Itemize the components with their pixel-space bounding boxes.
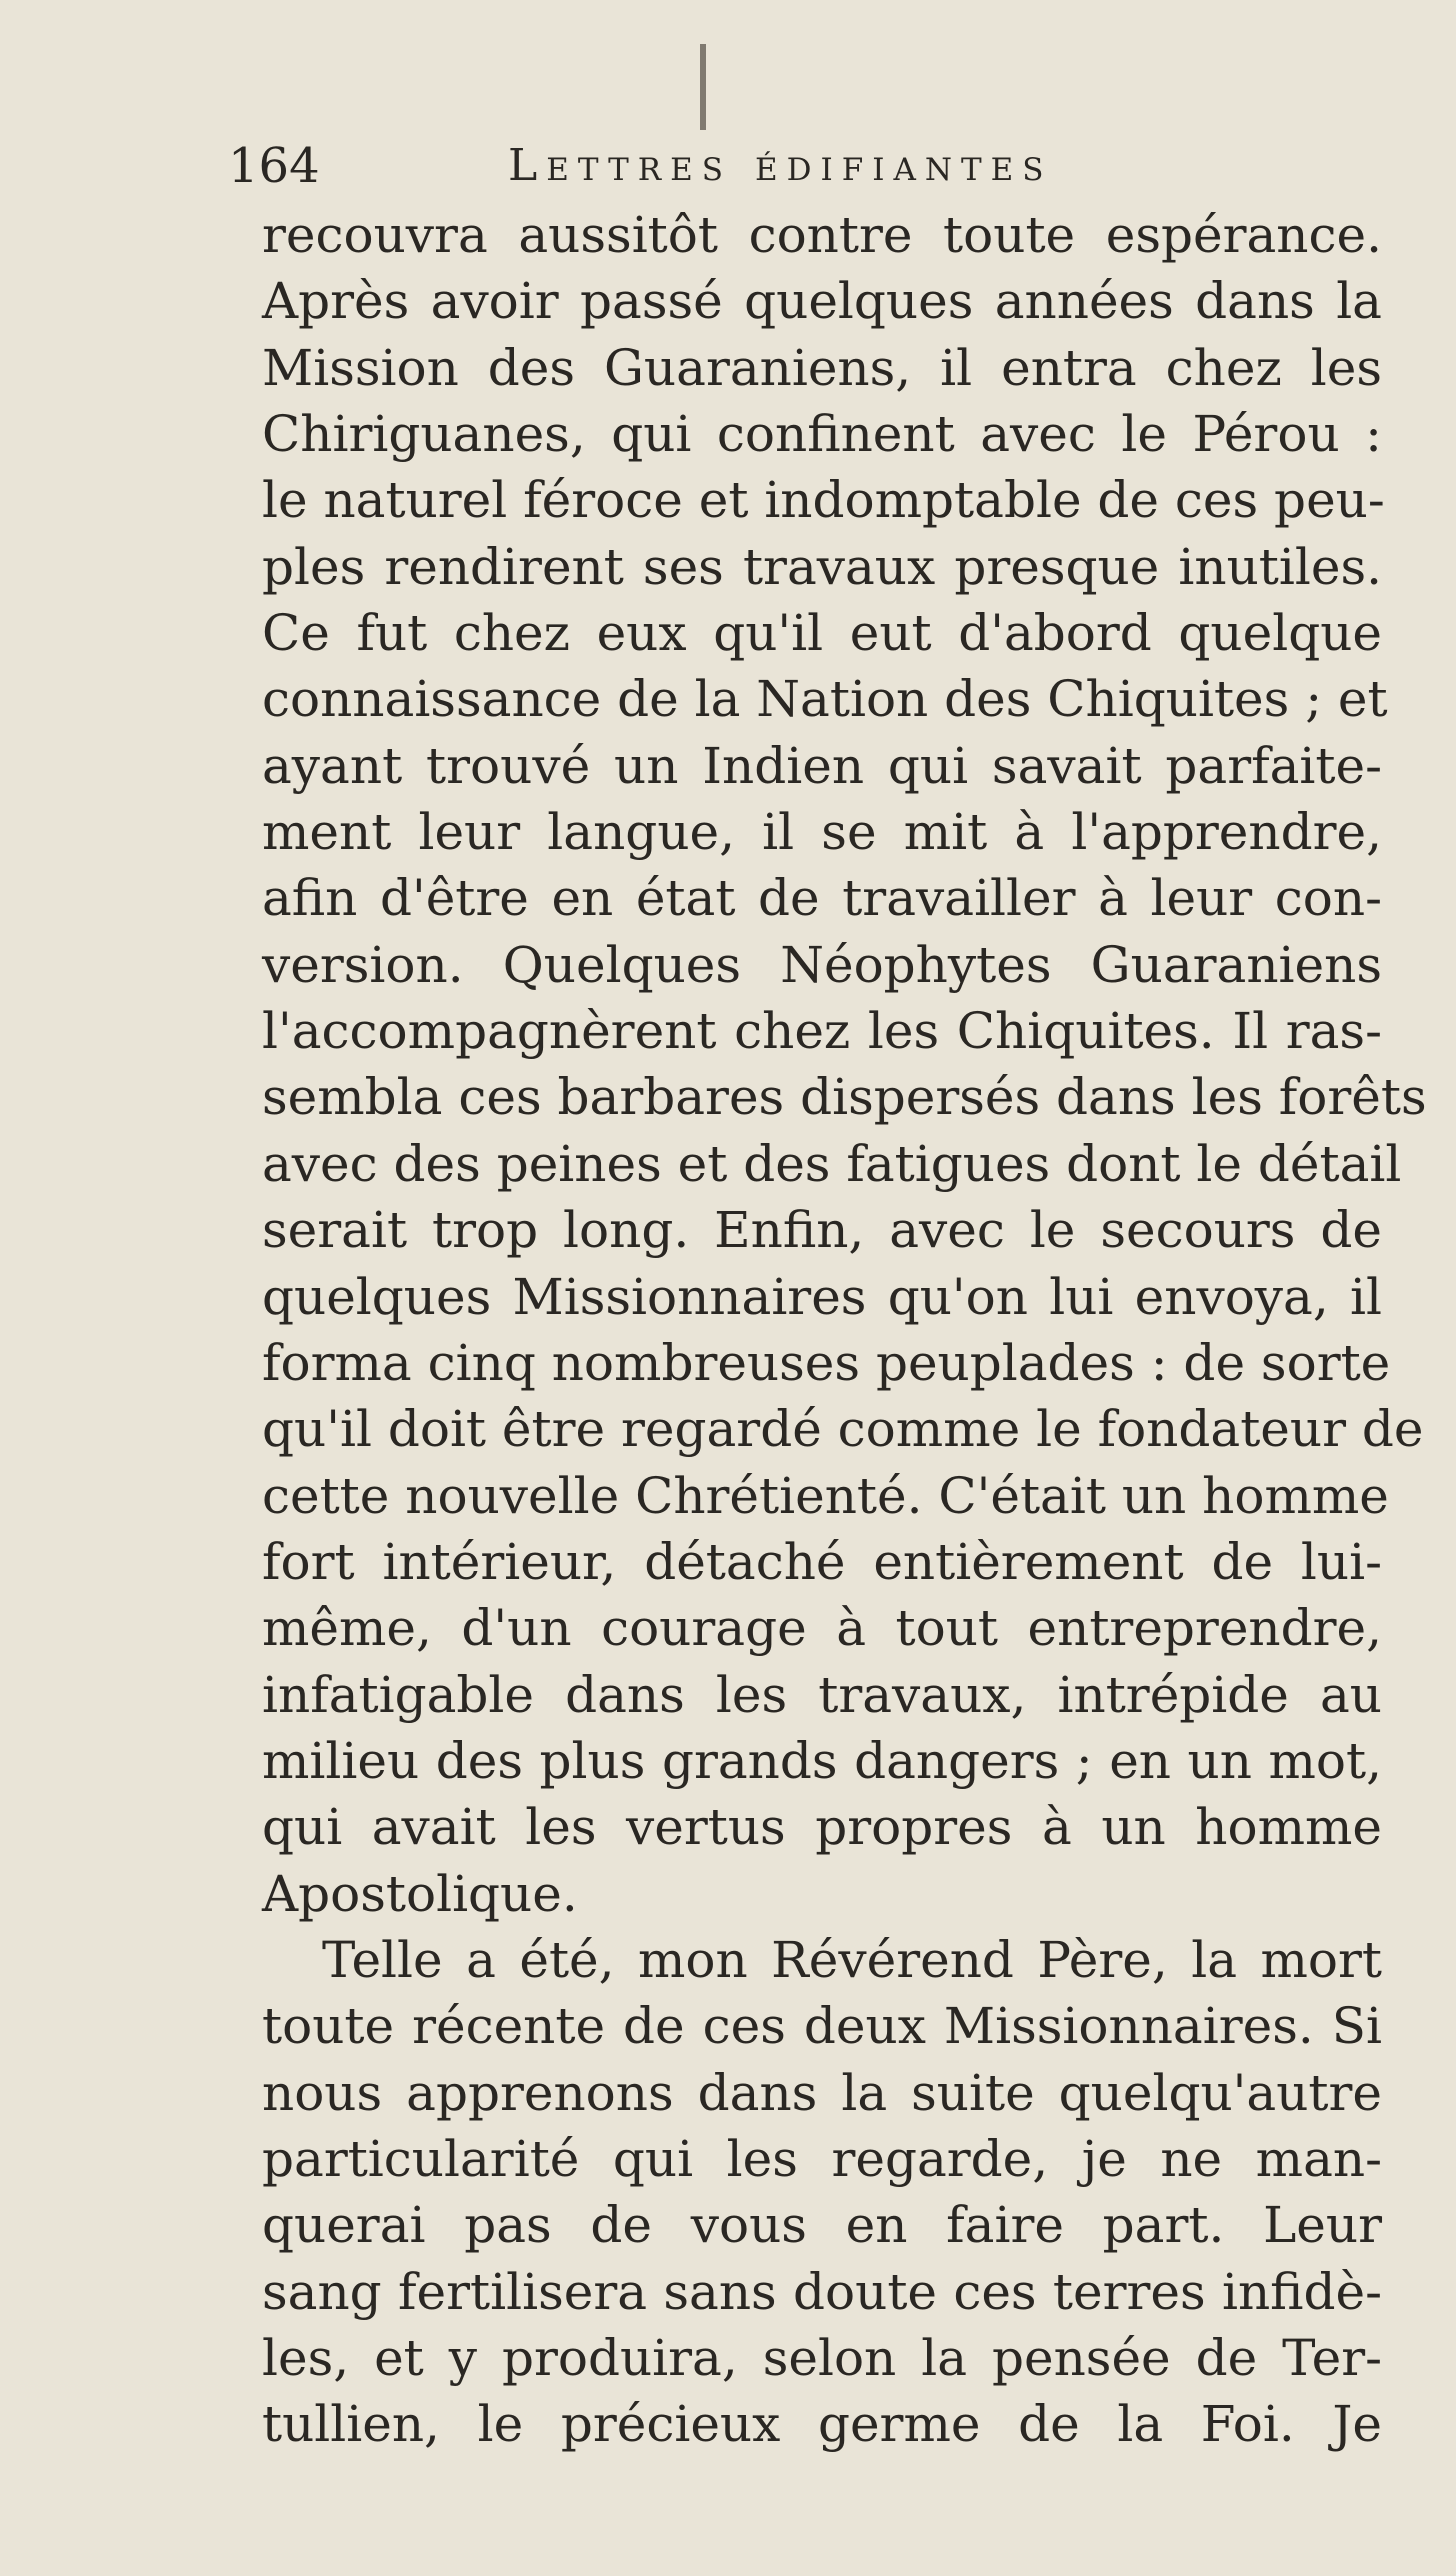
text-line: Ce fut chez eux qu'il eut d'abord quelque bbox=[262, 604, 1382, 663]
text-line: qui avait les vertus propres à un homme bbox=[262, 1798, 1382, 1857]
text-line: ment leur langue, il se mit à l'apprendre, bbox=[262, 803, 1382, 862]
body-text bbox=[262, 202, 1427, 2458]
text-line: Mission des Guaraniens, il entra chez les bbox=[262, 338, 1382, 397]
text-line: sang fertilisera sans doute ces terres infidè- bbox=[262, 2262, 1382, 2321]
paragraph-start-line: Telle a été, mon Révérend Père, la mort bbox=[322, 1930, 1382, 1989]
text-line: avec des peines et des fatigues dont le détail bbox=[262, 1134, 1402, 1193]
text-line: quelques Missionnaires qu'on lui envoya, il bbox=[262, 1267, 1382, 1326]
text-line: ples rendirent ses travaux presque inutiles. bbox=[262, 537, 1382, 596]
text-line: connaissance de la Nation des Chiquites ; et bbox=[262, 670, 1388, 729]
ink-blemish bbox=[700, 44, 706, 130]
text-line: version. Quelques Néophytes Guaraniens bbox=[262, 935, 1382, 994]
text-line: ayant trouvé un Indien qui savait parfaite- bbox=[262, 736, 1382, 795]
page-number: 164 bbox=[228, 138, 320, 194]
text-line: forma cinq nombreuses peuplades : de sorte bbox=[262, 1333, 1391, 1392]
text-line: infatigable dans les travaux, intrépide au bbox=[262, 1665, 1382, 1724]
text-line: le naturel féroce et indomptable de ces peu- bbox=[262, 471, 1385, 530]
text-line: toute récente de ces deux Missionnaires. Si bbox=[262, 1997, 1382, 2056]
text-line: recouvra aussitôt contre toute espérance. bbox=[262, 206, 1382, 264]
page-header bbox=[228, 126, 1228, 206]
text-line: Après avoir passé quelques années dans la bbox=[262, 272, 1382, 331]
text-line: serait trop long. Enfin, avec le secours de bbox=[262, 1201, 1382, 1260]
text-line: nous apprenons dans la suite quelqu'autre bbox=[262, 2063, 1382, 2122]
paragraph-end-line: Apostolique. bbox=[262, 1864, 578, 1923]
text-line: cette nouvelle Chrétienté. C'était un homme bbox=[262, 1466, 1389, 1525]
text-line: milieu des plus grands dangers ; en un mot, bbox=[262, 1731, 1382, 1790]
text-line: sembla ces barbares dispersés dans les forêts bbox=[262, 1068, 1427, 1127]
text-line: même, d'un courage à tout entreprendre, bbox=[262, 1599, 1382, 1658]
text-line: afin d'être en état de travailler à leur con- bbox=[262, 869, 1382, 928]
text-line: querai pas de vous en faire part. Leur bbox=[262, 2196, 1382, 2255]
text-line: particularité qui les regarde, je ne man- bbox=[262, 2129, 1382, 2188]
text-line: l'accompagnèrent chez les Chiquites. Il ras- bbox=[262, 1002, 1382, 1061]
text-line: les, et y produira, selon la pensée de Ter- bbox=[262, 2329, 1382, 2387]
text-line: Chiriguanes, qui confinent avec le Pérou : bbox=[262, 405, 1382, 464]
text-line: fort intérieur, détaché entièrement de lui- bbox=[262, 1532, 1382, 1591]
text-line: qu'il doit être regardé comme le fondateur de bbox=[262, 1400, 1424, 1459]
text-line: tullien, le précieux germe de la Foi. Je bbox=[262, 2395, 1382, 2454]
running-head: Lettres édifiantes bbox=[508, 140, 1053, 191]
